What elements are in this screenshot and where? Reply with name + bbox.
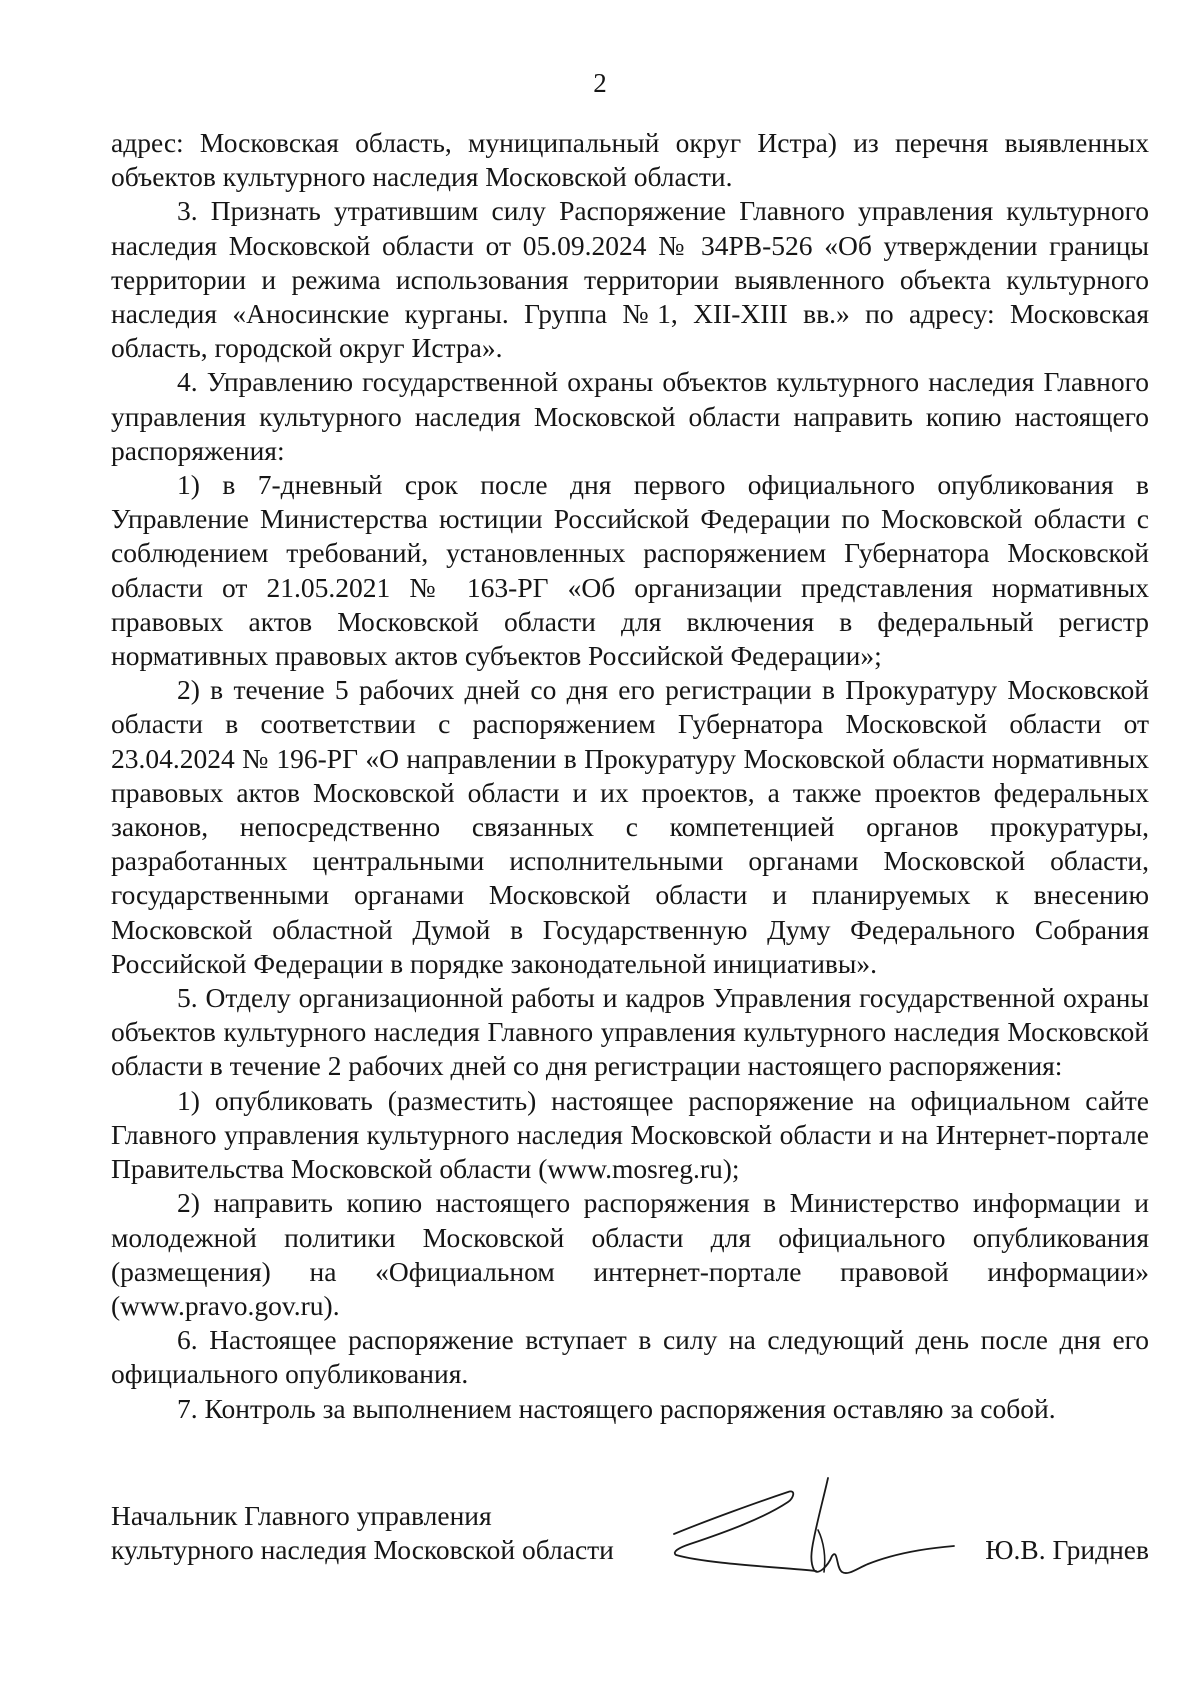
paragraph-item-6: 6. Настоящее распоряжение вступает в силу на следующий день после дня его официального опубликования. <box>111 1324 1149 1390</box>
paragraph-item-4-1: 1) в 7-дневный срок после дня первого официального опубликования в Управление Министерства юстиции Российской Федерации по Московской области с соблюдением требований, установленных распоряжением Губернатора Московской области от 21.05.2021 № 163-РГ «Об организации представления нормативных правовых актов Московской области для включения в федеральный регистр нормативных правовых актов субъектов Российской Федерации»; <box>111 469 1149 672</box>
paragraph-item-5: 5. Отделу организационной работы и кадров Управления государственной охраны объектов культурного наследия Главного управления культурного наследия Московской области в течение 2 рабочих дней со дня регистрации настоящего распоряжения: <box>111 982 1149 1082</box>
paragraph-item-5-2: 2) направить копию настоящего распоряжения в Министерство информации и молодежной политики Московской области для официального опубликования (размещения) на «Официальном интернет-портале правовой информации» (www.pravo.gov.ru). <box>111 1187 1149 1321</box>
paragraph-item-3: 3. Признать утратившим силу Распоряжение Главного управления культурного наследия Московской области от 05.09.2024 № 34РВ-526 «Об утверждении границы территории и режима использования территории выявленного объекта культурного наследия «Аносинские курганы. Группа №1, XII-XIII вв.» по адресу: Московская область, городской округ Истра». <box>111 195 1149 364</box>
paragraph-item-5-1: 1) опубликовать (разместить) настоящее распоряжение на официальном сайте Главного управления культурного наследия Московской области и на Интернет-портале Правительства Московской области (www.mosreg.ru); <box>111 1084 1149 1185</box>
paragraph-item-4: 4. Управлению государственной охраны объектов культурного наследия Главного управления культурного наследия Московской области направить копию настоящего распоряжения: <box>111 366 1149 466</box>
signatory-position-line-1: Начальник Главного управления <box>111 1500 492 1531</box>
paragraph-item-4-2: 2) в течение 5 рабочих дней со дня его регистрации в Прокуратуру Московской области в соответствии с распоряжением Губернатора Московской области от 23.04.2024 № 196-РГ «О направлении в Прокуратуру Московской области нормативных правовых актов Московской области и их проектов, а также проектов федеральных законов, непосредственно связанных с компетенцией органов прокуратуры, разработанных центральными исполнительными органами Московской области, государственными органами Московской области и планируемых к внесению Московской областной Думой в Государственную Думу Федерального Собрания Российской Федерации в порядке законодательной инициативы». <box>111 674 1149 979</box>
handwritten-signature <box>668 1472 958 1582</box>
paragraph-continuation: адрес: Московская область, муниципальный округ Истра) из перечня выявленных объектов культурного наследия Московской области. <box>111 127 1149 193</box>
signatory-position <box>111 1499 614 1567</box>
page-number: 2 <box>593 68 607 98</box>
signatory-position-line-2: культурного наследия Московской области <box>111 1534 614 1565</box>
paragraph-item-7: 7. Контроль за выполнением настоящего распоряжения оставляю за собой. <box>177 1392 1056 1424</box>
document-body <box>111 126 1149 1426</box>
signatory-name: Ю.В. Гриднев <box>985 1534 1149 1565</box>
